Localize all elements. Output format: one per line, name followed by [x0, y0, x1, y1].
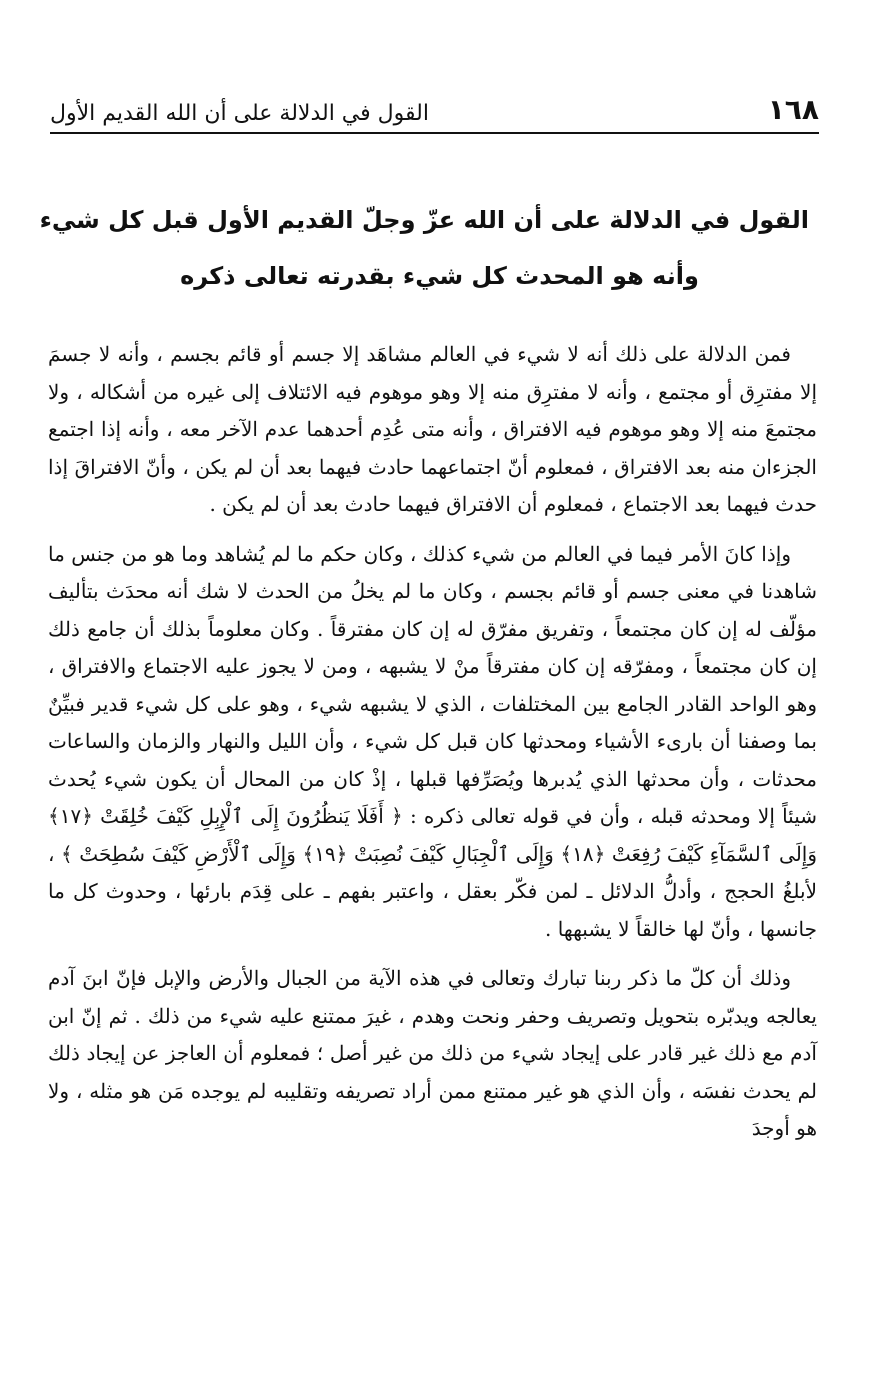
- paragraph-2: [48, 536, 817, 949]
- paragraph-2-text: وإذا كانَ الأمر فيما في العالم من شيء كذلك ، وكان حكم ما لم يُشاهد وما هو من جنس ما شاهدنا في معنى جسم أو قائم بجسم ، وكان ما لم يخلُ من الحدث لا شك أنه محدَث بتأليف مؤلّف له إن كان مجتمعاً ، وتفريق مفرّق له إن كان مفترقاً . وكان معلوماً بذلك أن جامع ذلك إن كان مجتمعاً ، ومفرّقه إن كان مفترقاً منْ لا يشبهه ، ومن لا يجوز عليه الاجتماع والافتراق ، وهو الواحد القادر الجامع بين المختلفات ، الذي لا يشبهه شيء ، وهو على كل شيء قدير فبيِّنٌ بما وصفنا أن بارىء الأشياء ومحدثها كان قبل كل شيء ، وأن الليل والنهار والزمان والساعات محدثات ، وأن محدثها الذي يُدبرها ويُصَرِّفها قبلها ، إذْ كان من المحال أن يكون شيء يُحدث شيئاً إلا ومحدثه قبله ، وأن في قوله تعالى ذكره :: [48, 541, 818, 828]
- body-text: [48, 336, 817, 1160]
- chapter-title-line-1: القول في الدلالة على أن الله عزّ وجلّ القديم الأول قبل كل شيء: [39, 206, 809, 234]
- paragraph-1: فمن الدلالة على ذلك أنه لا شيء في العالم مشاهَد إلا جسم أو قائم بجسم ، وأنه لا جسمَ إلا مفترِق أو مجتمع ، وأنه لا مفترِق منه إلا وهو موهوم فيه الائتلاف إلى غيره من أشكاله ، ولا مجتمعَ منه إلا وهو موهوم فيه الافتراق ، وأنه متى عُدِم أحدهما عدم الآخر معه ، وأنه إذا اجتمع الجزءان منه بعد الافتراق ، فمعلوم أنّ اجتماعهما حادث فيهما بعد أن لم يكن ، وأنّ الافتراقَ إذا حدث فيهما بعد الاجتماع ، فمعلوم أن الافتراق فيهما حادث بعد أن لم يكن .: [48, 342, 817, 516]
- quran-verse: ﴿ أَفَلَا يَنظُرُونَ إِلَى ٱلْإِبِلِ كَيْفَ خُلِقَتْ ﴿١٧﴾ وَإِلَى ٱلسَّمَآءِ كَيْفَ رُفِعَتْ ﴿١٨﴾ وَإِلَى ٱلْجِبَالِ كَيْفَ نُصِبَتْ ﴿١٩﴾ وَإِلَى ٱلْأَرْضِ كَيْفَ سُطِحَتْ ﴾: [48, 804, 818, 866]
- chapter-title-line-2: وأنه هو المحدث كل شيء بقدرته تعالى ذكره: [180, 262, 699, 290]
- paragraph-2-tail: ، لأبلغُ الحجج ، وأدلُّ الدلائل ـ لمن فكّر بعقل ، واعتبر بفهم ـ على قِدَم بارئها ، وحدوث كل ما جانسها ، وأنّ لها خالقاً لا يشبهها .: [48, 841, 817, 941]
- paragraph-3: وذلك أن كلّ ما ذكر ربنا تبارك وتعالى في هذه الآية من الجبال والأرض والإبل فإنّ ابنَ آدم يعالجه ويدبّره بتحويل وتصريف وحفر ونحت وهدم ، غيرَ ممتنع عليه شيء من ذلك . ثم إنّ ابن آدم مع ذلك غير قادر على إيجاد شيء من ذلك من غير أصل ؛ فمعلوم أن العاجز عن إيجاد ذلك لم يحدث نفسَه ، وأن الذي هو غير ممتنع ممن أراد تصريفه وتقليبه لم يوجده مَن هو مثله ، ولا هو أوجدَ: [48, 966, 817, 1140]
- running-title: القول في الدلالة على أن الله القديم الأول: [50, 101, 429, 126]
- running-header: [50, 82, 819, 134]
- page-number: ١٦٨: [767, 93, 819, 126]
- chapter-title: [39, 192, 809, 304]
